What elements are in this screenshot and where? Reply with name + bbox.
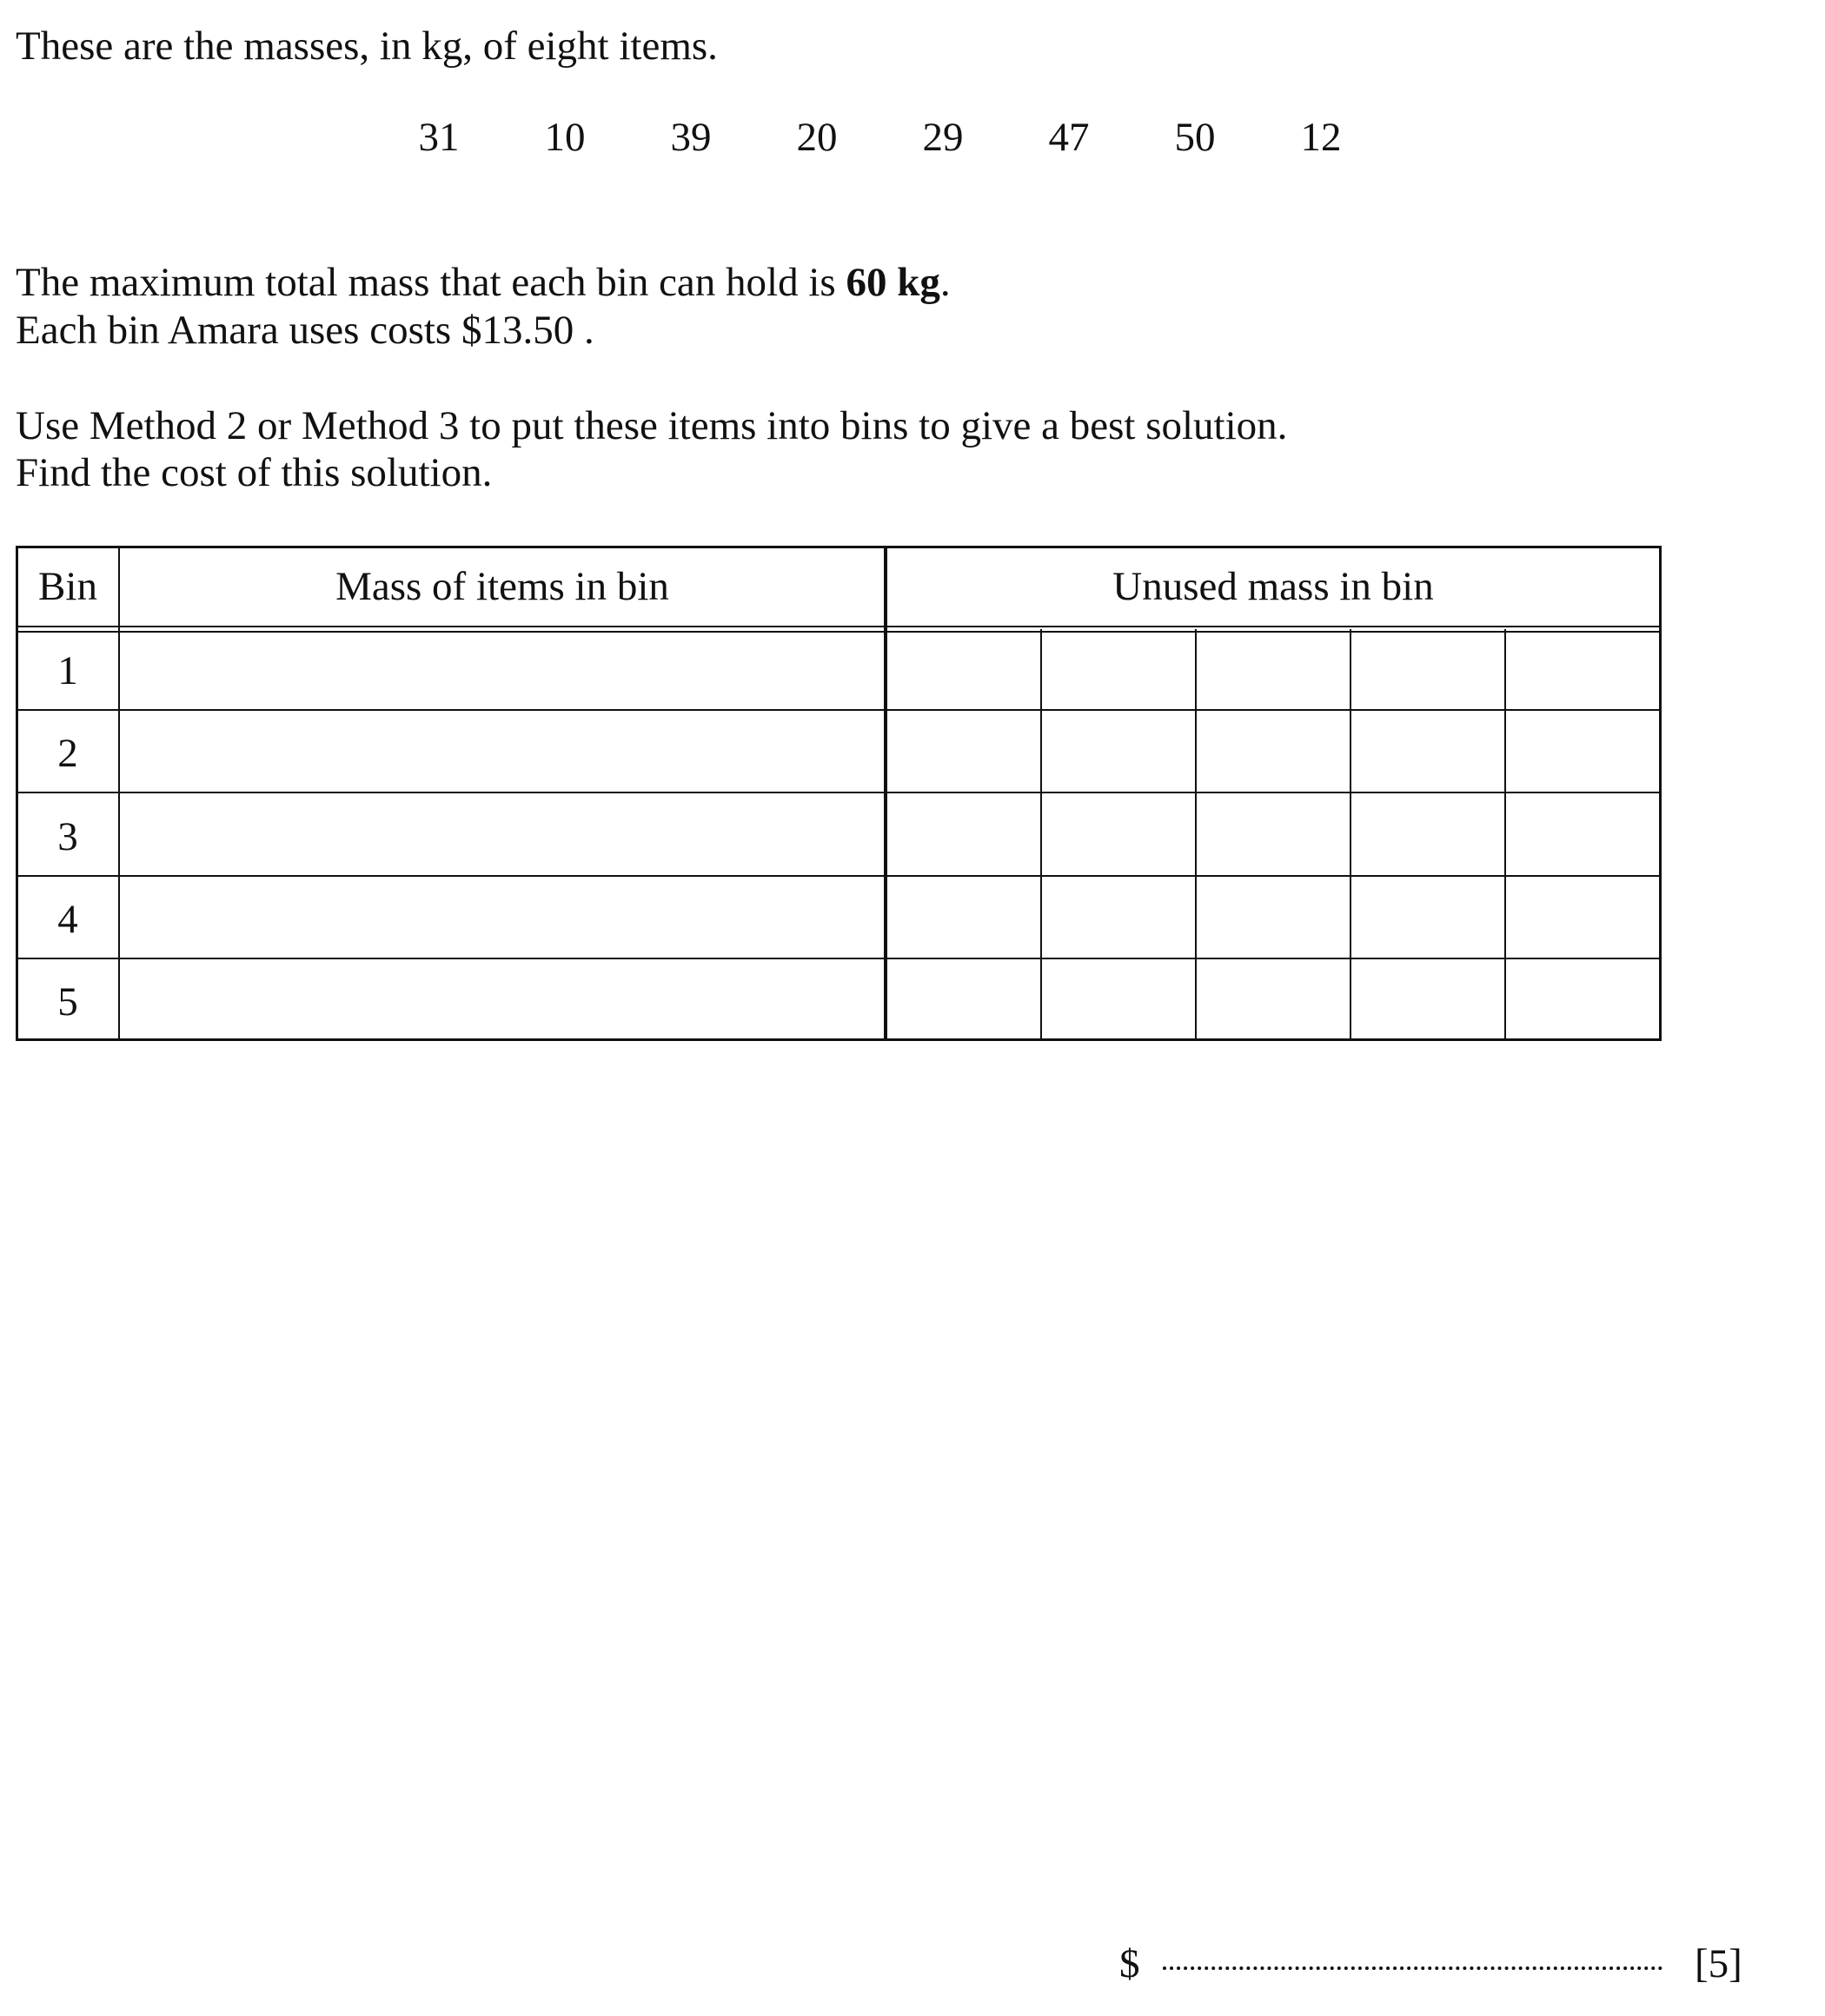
- mass-value: 47: [1048, 115, 1090, 160]
- mass-items-cell-bin-2[interactable]: [120, 711, 884, 792]
- bin-number: 3: [57, 814, 78, 859]
- header-bin: Bin: [38, 564, 97, 609]
- header-mass-of-items: Mass of items in bin: [335, 564, 669, 609]
- instruction-line-1: Use Method 2 or Method 3 to put these items into bins to give a best solution.: [16, 403, 1288, 448]
- header-rule-upper: [16, 626, 1662, 627]
- header-unused-mass: Unused mass in bin: [1112, 564, 1434, 609]
- mass-items-cell-bin-5[interactable]: [120, 959, 884, 1038]
- mass-value: 31: [418, 115, 460, 160]
- mass-value: 50: [1174, 115, 1216, 160]
- capacity-value: 60 kg: [846, 260, 940, 305]
- table-border-top: [16, 546, 1662, 548]
- answer-line[interactable]: [1163, 1966, 1662, 1970]
- capacity-text: [16, 262, 951, 303]
- intro-text: These are the masses, in kg, of eight items.: [16, 23, 718, 69]
- instruction-line-2: Find the cost of this solution.: [16, 450, 493, 495]
- bin-number: 1: [57, 648, 78, 693]
- mass-value: 12: [1300, 115, 1342, 160]
- table-border-right: [1659, 546, 1662, 1041]
- table-border-bottom: [16, 1038, 1662, 1041]
- bin-table: [16, 546, 1662, 1041]
- mass-value: 10: [544, 115, 586, 160]
- capacity-text-before: The maximum total mass that each bin can hold is: [16, 260, 846, 305]
- bin-number: 4: [57, 897, 78, 942]
- answer-currency: $: [1119, 1941, 1140, 1986]
- bin-number: 5: [57, 979, 78, 1025]
- unused-mass-grid[interactable]: [887, 633, 1659, 1038]
- mass-value: 39: [670, 115, 712, 160]
- capacity-text-after: .: [939, 260, 951, 305]
- mass-value: 29: [922, 115, 964, 160]
- mass-value: 20: [796, 115, 838, 160]
- bin-number: 2: [57, 731, 78, 776]
- mass-items-cell-bin-4[interactable]: [120, 877, 884, 958]
- table-border-left: [16, 546, 18, 1041]
- mass-items-cell-bin-1[interactable]: [120, 633, 884, 709]
- cost-text: Each bin Amara uses costs $13.50 .: [16, 308, 594, 353]
- mass-items-cell-bin-3[interactable]: [120, 793, 884, 875]
- masses-list: [0, 117, 1825, 169]
- marks-label: [5]: [1695, 1941, 1742, 1986]
